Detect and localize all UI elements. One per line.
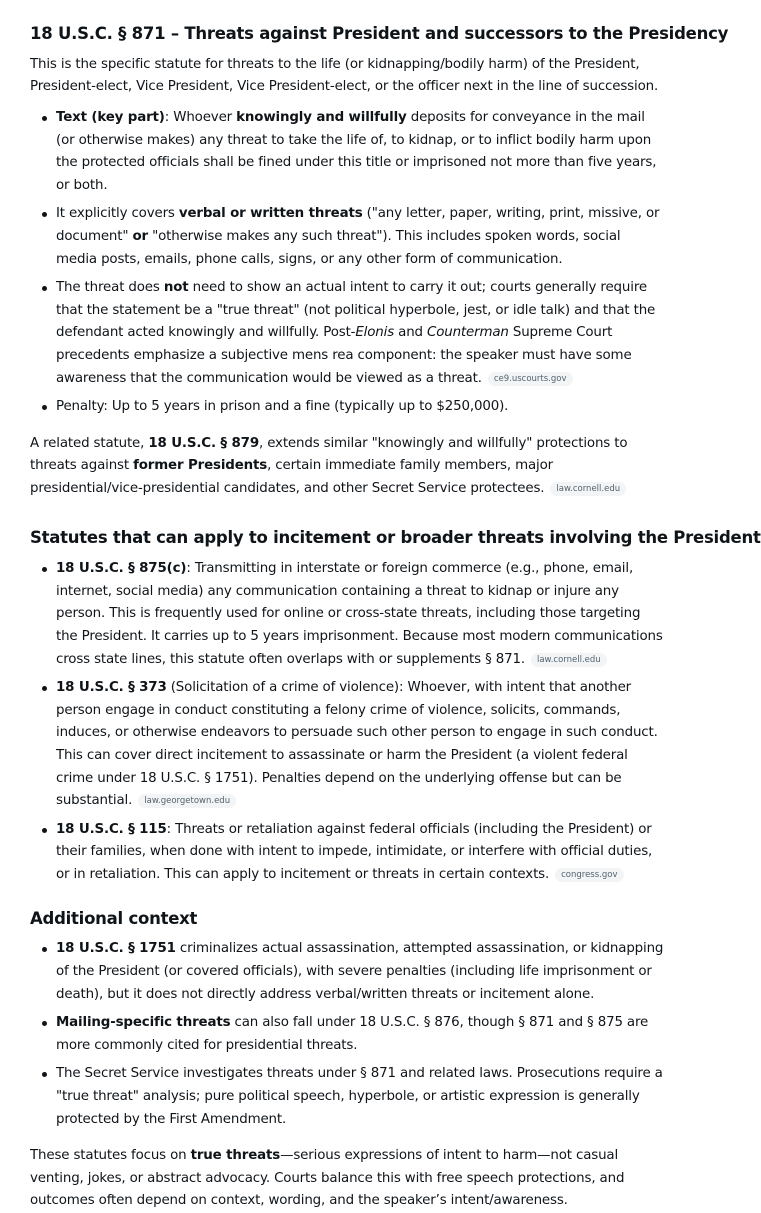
list-item: Mailing-specific threats can also fall under 18 U.S.C. § 876, though § 871 and § 875 are more commonly cited for presidential threats. (56, 1012, 665, 1057)
list-item: 18 U.S.C. § 875(c): Transmitting in interstate or foreign commerce (e.g., phone, email, internet, social media) any communication containing a threat to kidnap or injure any person. This is frequently used for online or cross-state threats, including those targeting the President. It carries up to 5 years imprisonment. Because most modern communications cross state lines, this statute often overlaps with or supplements § 871. law.cornell.edu (56, 558, 665, 671)
source-link[interactable]: law.georgetown.edu (138, 794, 236, 808)
list-item: It explicitly covers verbal or written threats ("any letter, paper, writing, print, missive, or document" or "otherwise makes any such threat"). This includes spoken words, social media posts, emails, phone calls, signs, or any other form of communication. (56, 203, 665, 271)
section1-list (30, 107, 665, 419)
list-item: The threat does not need to show an actual intent to carry it out; courts generally require that the statement be a "true threat" (not political hyperbole, jest, or idle talk) and that the defendant acted knowingly and willfully. Post-Elonis and Counterman Supreme Court precedents emphasize a subjective mens rea component: the speaker must have some awareness that the communication would be viewed as a threat. ce9.uscourts.gov (56, 277, 665, 390)
section-heading-additional-context: Additional context (30, 908, 198, 928)
list-item: 18 U.S.C. § 115: Threats or retaliation against federal officials (including the President) or their families, when done with intent to impede, intimidate, or interfere with official duties, or in retaliation. This can apply to incitement or threats in certain contexts. congress.gov (56, 819, 665, 887)
section2-list (30, 558, 665, 886)
closing-paragraph: These statutes focus on true threats—serious expressions of intent to harm—not casual venting, jokes, or abstract advocacy. Courts balance this with free speech protections, and outcomes often depend on context, wording, and the speaker’s intent/awareness. (30, 1148, 625, 1209)
source-link[interactable]: law.cornell.edu (531, 653, 607, 667)
section3-list (30, 938, 665, 1131)
list-item: Penalty: Up to 5 years in prison and a fine (typically up to $250,000). (56, 396, 665, 419)
section-heading-871: 18 U.S.C. § 871 – Threats against President and successors to the Presidency (30, 24, 729, 43)
source-link[interactable]: ce9.uscourts.gov (488, 372, 573, 386)
section-heading-incitement: Statutes that can apply to incitement or broader threats involving the President (30, 528, 761, 548)
source-link[interactable]: congress.gov (555, 868, 623, 882)
list-item: 18 U.S.C. § 373 (Solicitation of a crime of violence): Whoever, with intent that another person engage in conduct constituting a felony crime of violence, solicits, commands, induces, or otherwise endeavors to persuade such other person to engage in such conduct. This can cover direct incitement to assassinate or harm the President (a violent federal crime under 18 U.S.C. § 1751). Penalties depend on the underlying offense but can be substantial. law.georgetown.edu (56, 677, 665, 813)
related-statute-paragraph: A related statute, 18 U.S.C. § 879, extends similar "knowingly and willfully" protections to threats against former Presidents, certain immediate family members, major presidential/vice-presidential candidates, and other Secret Service protectees. law.cornell.edu (30, 435, 628, 496)
list-item: 18 U.S.C. § 1751 criminalizes actual assassination, attempted assassination, or kidnapping of the President (or covered officials), with severe penalties (including life imprisonment or death), but it does not directly address verbal/written threats or incitement alone. (56, 938, 665, 1006)
list-item: Text (key part): Whoever knowingly and willfully deposits for conveyance in the mail (or otherwise makes) any threat to take the life of, to kidnap, or to inflict bodily harm upon the protected officials shall be fined under this title or imprisoned not more than five years, or both. (56, 107, 665, 197)
source-link[interactable]: law.cornell.edu (550, 482, 626, 496)
list-item: The Secret Service investigates threats under § 871 and related laws. Prosecutions require a "true threat" analysis; pure political speech, hyperbole, or artistic expression is generally protected by the First Amendment. (56, 1063, 665, 1131)
intro-paragraph: This is the specific statute for threats to the life (or kidnapping/bodily harm) of the President, President-elect, Vice President, Vice President-elect, or the officer next in the line of succession. (30, 56, 659, 95)
